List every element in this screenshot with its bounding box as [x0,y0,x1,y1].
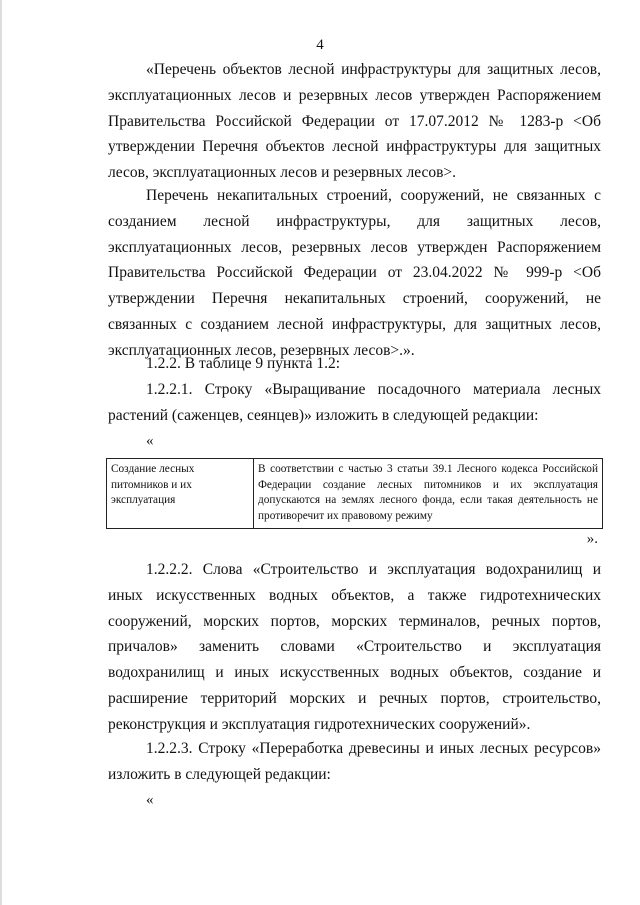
table-cell-description: В соответствии с частью 3 статьи 39.1 Лесного кодекса Российской Федерации создание лесных питомников и их эксплуатация допускаются на землях лесного фонда, если такая деятельность не противоречит их правовому режиму [254,459,603,529]
page-number: 4 [316,37,324,53]
quote-open-mark-2: « [146,792,154,808]
paragraph-non-capital-structures-list: Перечень некапитальных строений, сооружений, не связанных с созданием лесной инфраструктуры, для защитных лесов, эксплуатационных лесов, резервных лесов утвержден Распоряжением Правительства Российской Федерации от 23.04.2022 № 999-р <Об утверждении Перечня некапитальных строений, сооружений, не связанных с созданием лесной инфраструктуры, для защитных лесов, эксплуатационных лесов, резервных лесов>.». [108,187,601,359]
paragraph-1-2-2-2: 1.2.2.2. Слова «Строительство и эксплуатация водохранилищ и иных искусственных водных объектов, а также гидротехнических сооружений, морских портов, морских терминалов, речных портов, причалов» заменить словами «Строительство и эксплуатация водохранилищ и иных искусственных водных объектов, создание и расширение территорий морских и речных портов, строительство, реконструкция и эксплуатация гидротехнических сооружений». [108,561,601,733]
paragraph-1-2-2: 1.2.2. В таблице 9 пункта 1.2: [146,355,341,372]
paragraph-1-2-2-3: 1.2.2.3. Строку «Переработка древесины и иных лесных ресурсов» изложить в следующей редакции: [108,740,601,783]
paragraph-1-2-2-1: 1.2.2.1. Строку «Выращивание посадочного материала лесных растений (саженцев, сеянцев)» изложить в следующей редакции: [108,381,601,424]
quote-close-mark: ». [586,531,598,547]
amendment-table [106,458,603,529]
paragraph-forest-infrastructure-list: «Перечень объектов лесной инфраструктуры для защитных лесов, эксплуатационных лесов и резервных лесов утвержден Распоряжением Правительства Российской Федерации от 17.07.2012 № 1283-р <Об утверждении Перечня объектов лесной инфраструктуры для защитных лесов, эксплуатационных лесов и резервных лесов>. [108,61,601,182]
quote-open-mark: « [146,433,154,449]
table-cell-activity: Создание лесных питомников и их эксплуатация [107,459,254,529]
table-row [107,459,603,529]
scan-edge [0,0,2,905]
